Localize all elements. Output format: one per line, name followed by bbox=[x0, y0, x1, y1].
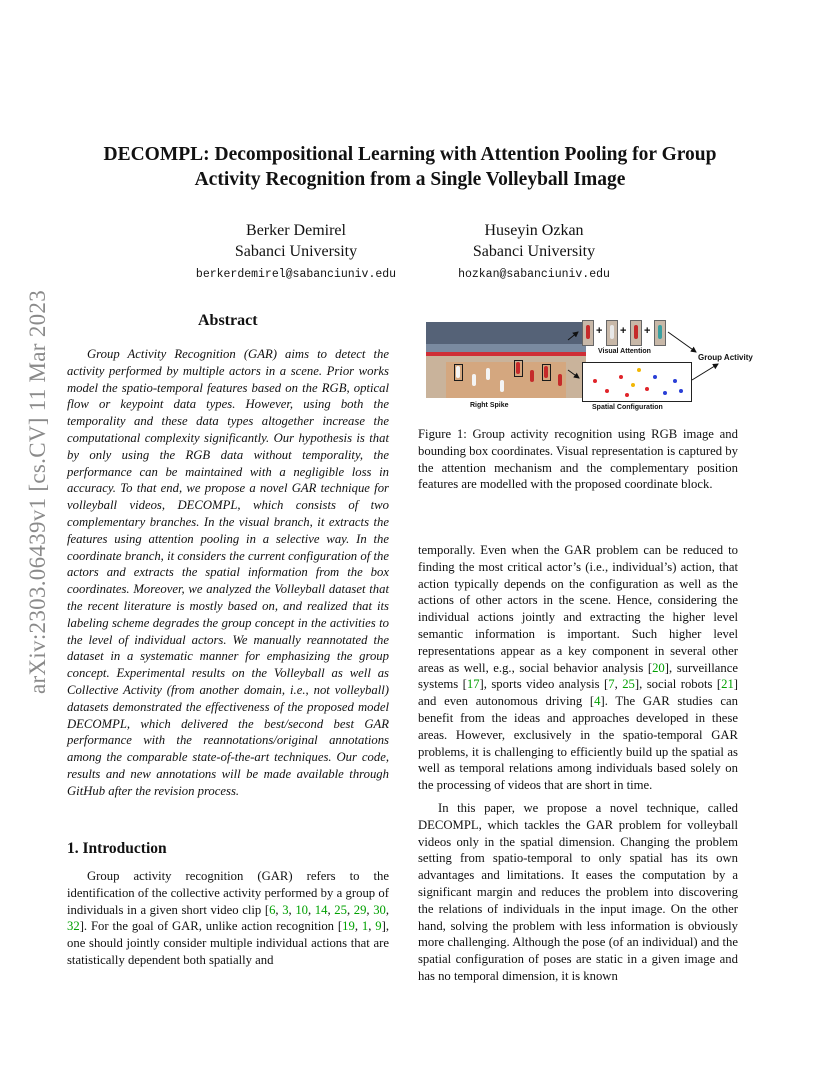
figure-1 bbox=[418, 318, 768, 418]
citation-link[interactable]: 4 bbox=[594, 694, 601, 709]
plus-sign: + bbox=[596, 325, 603, 337]
author-name: Berker Demirel bbox=[246, 222, 346, 239]
right-text-2: ], surveillance systems [ bbox=[418, 660, 738, 692]
citation-link[interactable]: 25 bbox=[334, 902, 347, 917]
visual-attention-label: Visual Attention bbox=[598, 348, 651, 355]
arxiv-identifier bbox=[18, 282, 58, 702]
citation-link[interactable]: 25 bbox=[622, 677, 635, 692]
intro-text-2: ]. For the goal of GAR, unlike action recognition [ bbox=[79, 919, 343, 934]
author-name: Huseyin Ozkan bbox=[484, 222, 584, 239]
citation-link[interactable]: 7 bbox=[608, 677, 615, 692]
author-block-2 bbox=[404, 220, 664, 281]
right-text-1: temporally. Even when the GAR problem can be reduced to finding the most critical actor’s (i.e., individual’s) action, that action typically depends on the configuration as well as the actions of other actors in the scene. Hence, considering the individual actions jointly and extracting the higher level semantic information is important. Such higher level representations appear as a key component in several other areas as well, e.g., social behavior analysis [ bbox=[418, 543, 738, 675]
citation-link[interactable]: 19 bbox=[342, 919, 355, 934]
citation-link[interactable]: 10 bbox=[295, 902, 309, 917]
introduction-paragraph: Group activity recognition (GAR) refers to the identification of the collective activity performed by a group of individuals in a given short video clip [6, 3, 10, 14, 25, 29, 30, 32]. For the goal of GAR, unlike action recognition [19, 1, 9], one should jointly consider multiple individual actions that are statistically dependent both spatially and bbox=[67, 869, 390, 967]
arrow bbox=[692, 364, 718, 380]
group-activity-label: Group Activity bbox=[698, 353, 753, 362]
arxiv-id-text: arXiv:2303.06439v1 [cs.CV] 11 Mar 2023 bbox=[25, 289, 50, 695]
arrow bbox=[568, 370, 579, 378]
abstract-body bbox=[67, 346, 389, 800]
citation-link[interactable]: 3 bbox=[282, 902, 289, 917]
abstract-text: Group Activity Recognition (GAR) aims to detect the activity performed by multiple actors in a scene. Prior works model the spatio-temporal features based on the RGB, optical flow or keypoint data types. However, using both the temporality and these data types altogether increase the computational complexity significantly. Our hypothesis is that by only using the RGB data without temporality, the performance can be maintained with a negligible loss in accuracy. To that end, we propose a novel GAR technique for volleyball videos, DECOMPL, which consists of two complementary branches. In the visual branch, it extracts the features using attention pooling in a selective way. In the coordinate branch, it considers the current configuration of the actors and extracts the spatial information from the box coordinates. Moreover, we analyzed the Volleyball dataset that the recent literature is mostly based on, and realized that its labeling scheme degrades the group concept in the activities to the level of individual actors. We manually reannotated the dataset in a systematic manner for emphasizing the group concept. Experimental results on the Volleyball as well as Collective Activity (from another domain, i.e., not volleyball) datasets demonstrated the effectiveness of the proposed model DECOMPL, which delivered the best/second best GAR performance with the reannotations/original annotations among the comparable state-of-the-art techniques. Our code, results and new annotations will be made available through GitHub after the revision process. bbox=[67, 347, 389, 798]
arrow bbox=[668, 332, 696, 352]
citation-link[interactable]: 14 bbox=[314, 902, 328, 917]
plus-sign: + bbox=[620, 325, 627, 337]
spatial-configuration-label: Spatial Configuration bbox=[592, 404, 663, 411]
figure-caption: Figure 1: Group activity recognition using RGB image and bounding box coordinates. Visual representation is captured by the attention mechanism and the complementary position features are modelled with the proposed coordinate block. bbox=[418, 427, 738, 492]
right-paragraph-2: In this paper, we propose a novel technique, called DECOMPL, which tackles the GAR problem for volleyball videos only in the spatial dimension. Changing the problem setting from spatio-temporal to only spatial has its own advantages and limitations. It eases the computation by a significant margin and reduces the problem into discovering the relations of individuals in the input image. On the other hand, solving the problem with less information is obviously more challenging. Although the pose (of an individual) and the spatial configuration of poses are static in a given image and has no temporal dimension, it is known bbox=[418, 800, 738, 983]
citation-link[interactable]: 17 bbox=[466, 677, 480, 692]
title-line-2: Activity Recognition from a Single Volleyball Image bbox=[194, 169, 626, 190]
author-email: berkerdemirel@sabanciuniv.edu bbox=[195, 268, 397, 281]
paper-title bbox=[60, 142, 760, 192]
title-line-1: DECOMPL: Decompositional Learning with Attention Pooling for Group bbox=[103, 144, 717, 165]
right-text-4: ], social robots [ bbox=[634, 677, 722, 692]
right-text-3: ], sports video analysis [ bbox=[479, 677, 609, 692]
right-column-body bbox=[418, 542, 738, 991]
figure-arrows bbox=[418, 318, 768, 418]
right-text-5: ] and even autonomous driving [ bbox=[418, 677, 739, 709]
citation-link[interactable]: 20 bbox=[652, 660, 665, 675]
author-block-1 bbox=[166, 220, 426, 281]
citation-link[interactable]: 1 bbox=[361, 919, 369, 934]
intro-text-1: Group activity recognition (GAR) refers to the identification of the collective activity performed by a group of individuals in a given short video clip [ bbox=[67, 869, 389, 917]
introduction-body bbox=[67, 868, 389, 969]
citation-link[interactable]: 6 bbox=[269, 902, 276, 917]
abstract-heading: Abstract bbox=[198, 312, 258, 329]
citation-link[interactable]: 9 bbox=[375, 919, 382, 934]
citation-link[interactable]: 21 bbox=[721, 677, 734, 692]
author-affiliation: Sabanci University bbox=[472, 243, 596, 260]
right-text-6: ]. The GAR studies can benefit from the ideas and approaches developed in these areas. However, exclusively in the spatio-temporal GAR problems, it is challenging to efficiently build up the spatial as well as temporal relations among individuals based solely on the processing of videos that are short in time. bbox=[418, 694, 739, 793]
plus-sign: + bbox=[644, 325, 651, 337]
right-paragraph-1: temporally. Even when the GAR problem can be reduced to finding the most critical actor’s (i.e., individual’s) action, that action typically depends on the configuration as well as the actions of other actors in the scene. Hence, considering the individual actions jointly and extracting the higher level semantic information is important. Such higher level representations appear as a key component in several other areas as well, e.g., social behavior analysis [20], surveillance systems [17], sports video analysis [7, 25], social robots [21] and even autonomous driving [4]. The GAR studies can benefit from the ideas and approaches developed in these areas. However, exclusively in the spatio-temporal GAR problems, it is challenging to efficiently build up the spatial as well as temporal relations among individuals based solely on the processing of videos that are short in time. bbox=[418, 543, 739, 793]
citation-link[interactable]: 32 bbox=[67, 919, 80, 934]
author-affiliation: Sabanci University bbox=[234, 243, 358, 260]
citation-link[interactable]: 30 bbox=[373, 902, 386, 917]
citation-link[interactable]: 29 bbox=[353, 902, 367, 917]
right-spike-label: Right Spike bbox=[470, 402, 509, 409]
introduction-heading: 1. Introduction bbox=[67, 840, 167, 857]
intro-text-3: ], one should jointly consider multiple individual actions that are statistically dependent both spatially and bbox=[67, 919, 389, 967]
arrow bbox=[568, 332, 578, 340]
author-email: hozkan@sabanciuniv.edu bbox=[458, 268, 610, 281]
